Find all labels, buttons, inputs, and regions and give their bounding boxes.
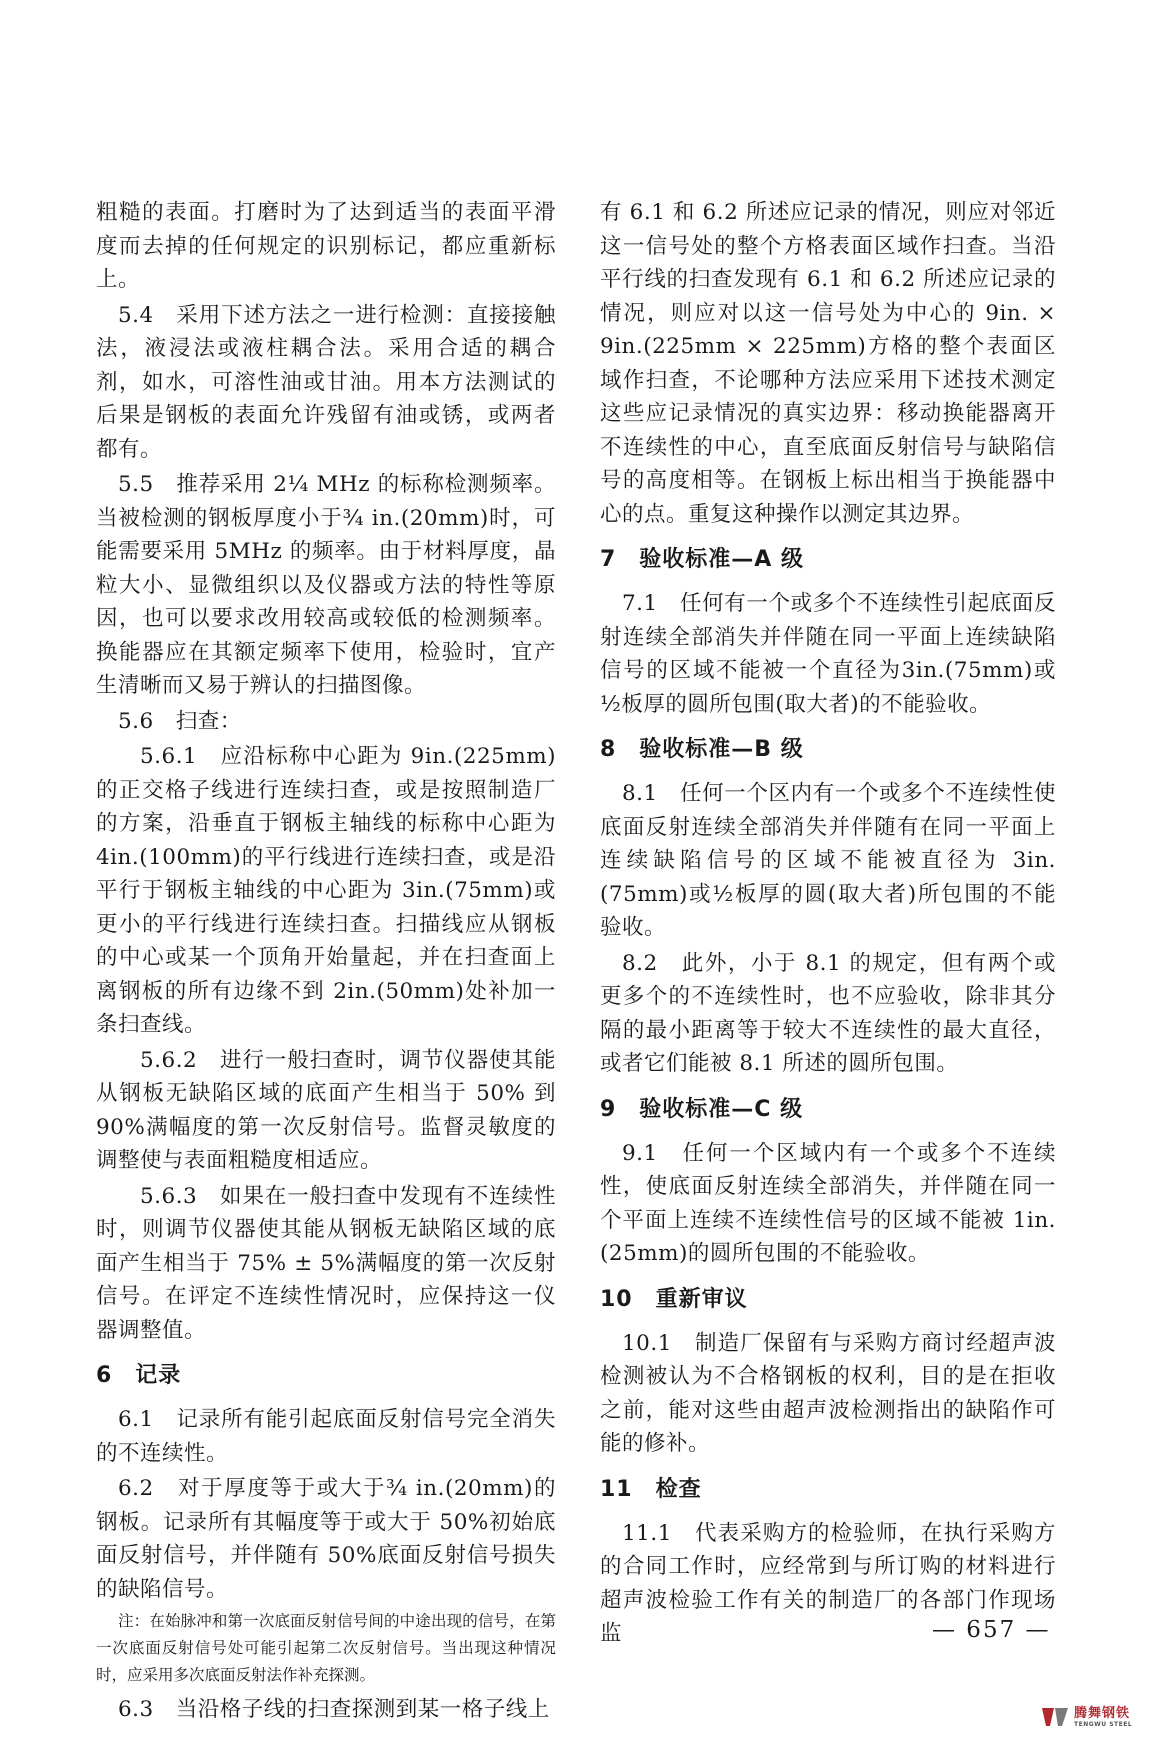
body-paragraph: 7.1 任何有一个或多个不连续性引起底面反射连续全部消失并伴随在同一平面上连续缺陷信号的区域不能被一个直径为3in.(75mm)或½板厚的圆所包围(取大者)的不能验收。 <box>600 591 1056 717</box>
body-paragraph: 有 6.1 和 6.2 所述应记录的情况，则应对邻近这一信号处的整个方格表面区域作扫查。当沿平行线的扫查发现有 6.1 和 6.2 所述应记录的情况，则应对以这一信号处为中心的 9in. × 9in.(225mm × 225mm)方格的整个表面区域作扫查，不论哪种方法应采用下述技术测定这些应记录情况的真实边界：移动换能器离开不连续性的中心，直至底面反射信号与缺陷信号的高度相等。在钢板上标出相当于换能器中心的点。重复这种操作以测定其边界。 <box>600 200 1056 527</box>
body-paragraph: 粗糙的表面。打磨时为了达到适当的表面平滑度而去掉的任何规定的识别标记，都应重新标上。 <box>96 200 556 292</box>
body-paragraph: 8.1 任何一个区内有一个或多个不连续性使底面反射连续全部消失并伴随有在同一平面上连续缺陷信号的区域不能被直径为 3in.(75mm)或½板厚的圆(取大者)所包围的不能验收。 <box>600 781 1056 940</box>
body-paragraph: 6.2 对于厚度等于或大于¾ in.(20mm)的钢板。记录所有其幅度等于或大于 50%初始底面反射信号，并伴随有 50%底面反射信号损失的缺陷信号。 <box>96 1476 556 1602</box>
section-heading: 10 重新审议 <box>600 1286 748 1312</box>
body-paragraph: 10.1 制造厂保留有与采购方商讨经超声波检测被认为不合格钢板的权利，目的是在拒收之前，能对这些由超声波检测指出的缺陷作可能的修补。 <box>600 1330 1056 1456</box>
logo-chinese-text: 腾舞钢铁 <box>1074 1705 1131 1721</box>
body-paragraph: 5.6 扫查： <box>118 708 242 734</box>
body-paragraph: 9.1 任何一个区域内有一个或多个不连续性，使底面反射连续全部消失，并伴随在同一个平面上连续不连续性信号的区域不能被 1in.(25mm)的圆所包围的不能验收。 <box>600 1140 1056 1266</box>
page-number: — 657 — <box>932 1617 1051 1643</box>
body-paragraph: 6.1 记录所有能引起底面反射信号完全消失的不连续性。 <box>96 1407 556 1466</box>
section-heading: 7 验收标准—A 级 <box>600 547 804 572</box>
note-paragraph: 注：在始脉冲和第一次底面反射信号间的中途出现的信号，在第一次底面反射信号处可能引起第二次反射信号。当出现这种情况时，应采用多次底面反射法作补充探测。 <box>96 1612 556 1684</box>
section-heading: 8 验收标准—B 级 <box>600 737 804 762</box>
body-paragraph: 5.4 采用下述方法之一进行检测：直接接触法，液浸法或液柱耦合法。采用合适的耦合剂，如水，可溶性油或甘油。用本方法测试的后果是钢板的表面允许残留有油或锈，或两者都有。 <box>96 302 556 462</box>
section-heading: 9 验收标准—C 级 <box>600 1096 804 1122</box>
body-paragraph: 11.1 代表采购方的检验师，在执行采购方的合同工作时，应经常到与所订购的材料进行超声波检验工作有关的制造厂的各部门作现场监 <box>600 1520 1056 1646</box>
section-heading: 11 检查 <box>600 1476 702 1502</box>
brand-logo <box>1040 1702 1132 1732</box>
body-paragraph: 5.6.1 应沿标称中心距为 9in.(225mm)的正交格子线进行连续扫查，或是按照制造厂的方案，沿垂直于钢板主轴线的标称中心距为 4in.(100mm)的平行线进行连续扫查，或是沿平行于钢板主轴线的中心距为 3in.(75mm)或更小的平行线进行连续扫查。扫描线应从钢板的中心或某一个顶角开始量起，并在扫查面上离钢板的所有边缘不到 2in.(50mm)处补加一条扫查线。 <box>96 744 556 1037</box>
logo-english-text: TENGWU STEEL <box>1074 1720 1133 1728</box>
body-paragraph: 8.2 此外，小于 8.1 的规定，但有两个或更多个的不连续性时，也不应验收，除非其分隔的最小距离等于较大不连续性的最大直径，或者它们能被 8.1 所述的圆所包围。 <box>600 950 1056 1076</box>
section-heading: 6 记录 <box>96 1363 182 1388</box>
right-column <box>600 196 1056 1653</box>
body-paragraph: 6.3 当沿格子线的扫查探测到某一格子线上 <box>118 1697 550 1722</box>
logo-icon <box>1040 1704 1070 1730</box>
left-column <box>96 196 556 1729</box>
body-paragraph: 5.5 推荐采用 2¼ MHz 的标称检测频率。当被检测的钢板厚度小于¾ in.(20mm)时，可能需要采用 5MHz 的频率。由于材料厚度，晶粒大小、显微组织以及仪器或方法的特性等原因，也可以要求改用较高或较低的检测频率。换能器应在其额定频率下使用，检验时，宜产生清晰而又易于辨认的扫描图像。 <box>96 472 556 698</box>
body-paragraph: 5.6.3 如果在一般扫查中发现有不连续性时，则调节仪器使其能从钢板无缺陷区域的底面产生相当于 75% ± 5%满幅度的第一次反射信号。在评定不连续性情况时，应保持这一仪器调整值。 <box>96 1183 556 1343</box>
body-paragraph: 5.6.2 进行一般扫查时，调节仪器使其能从钢板无缺陷区域的底面产生相当于 50% 到 90%满幅度的第一次反射信号。监督灵敏度的调整使与表面粗糙度相适应。 <box>96 1047 556 1173</box>
